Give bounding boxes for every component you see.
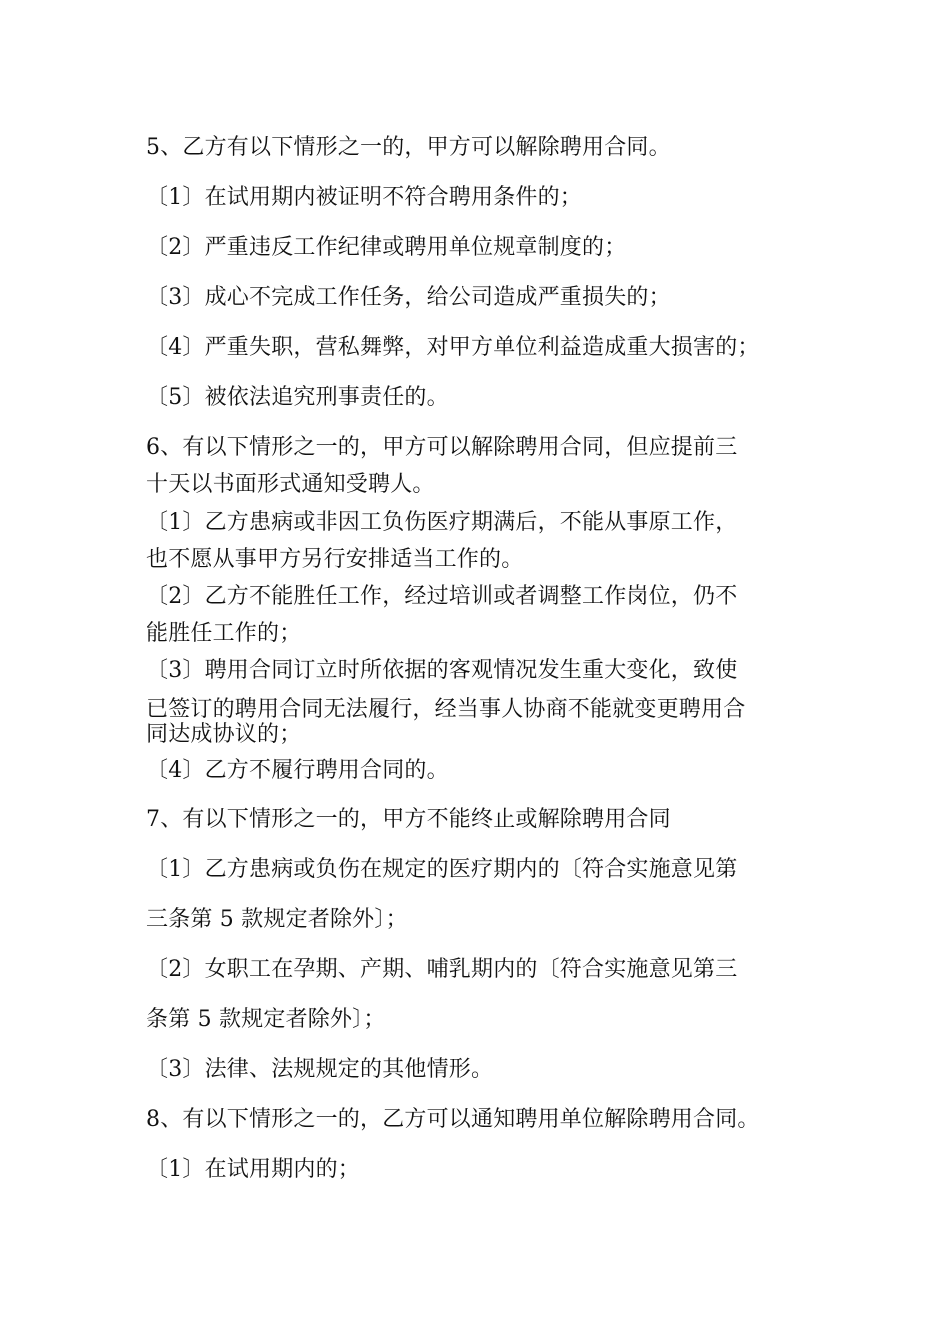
clause-6-item-4: 〔4〕乙方不履行聘用合同的。 (146, 758, 449, 783)
clause-7-item-1: 〔1〕乙方患病或负伤在规定的医疗期内的〔符合实施意见第 (146, 857, 738, 882)
clause-7-item-1-cont: 三条第 5 款规定者除外〕； (146, 907, 408, 932)
clause-8-heading: 8、有以下情形之一的，乙方可以通知聘用单位解除聘用合同。 (146, 1107, 760, 1132)
clause-6-item-3-cont-1: 已签订的聘用合同无法履行，经当事人协商不能就变更聘用合 (146, 697, 746, 722)
clause-6-item-2-cont: 能胜任工作的； (146, 621, 302, 646)
clause-8-item-1: 〔1〕在试用期内的； (146, 1157, 360, 1182)
clause-5-heading: 5、乙方有以下情形之一的，甲方可以解除聘用合同。 (146, 135, 671, 160)
clause-7-item-2-cont: 条第 5 款规定者除外〕； (146, 1007, 386, 1032)
clause-7-heading: 7、有以下情形之一的，甲方不能终止或解除聘用合同 (146, 807, 671, 832)
clause-5-item-5: 〔5〕被依法追究刑事责任的。 (146, 385, 449, 410)
clause-6-heading-cont: 十天以书面形式通知受聘人。 (146, 472, 435, 497)
clause-6-heading: 6、有以下情形之一的，甲方可以解除聘用合同，但应提前三 (146, 435, 738, 460)
clause-6-item-3: 〔3〕聘用合同订立时所依据的客观情况发生重大变化，致使 (146, 658, 738, 683)
clause-6-item-1: 〔1〕乙方患病或非因工负伤医疗期满后，不能从事原工作， (146, 510, 738, 535)
clause-5-item-2: 〔2〕严重违反工作纪律或聘用单位规章制度的； (146, 235, 627, 260)
clause-6-item-2: 〔2〕乙方不能胜任工作，经过培训或者调整工作岗位，仍不 (146, 584, 738, 609)
clause-5-item-3: 〔3〕成心不完成工作任务，给公司造成严重损失的； (146, 285, 671, 310)
clause-6-item-1-cont: 也不愿从事甲方另行安排适当工作的。 (146, 547, 524, 572)
clause-5-item-4: 〔4〕严重失职，营私舞弊，对甲方单位利益造成重大损害的； (146, 335, 760, 360)
clause-6-item-3-cont-2: 同达成协议的； (146, 722, 302, 747)
clause-7-item-2: 〔2〕女职工在孕期、产期、哺乳期内的〔符合实施意见第三 (146, 957, 738, 982)
clause-7-item-3: 〔3〕法律、法规规定的其他情形。 (146, 1057, 494, 1082)
clause-5-item-1: 〔1〕在试用期内被证明不符合聘用条件的； (146, 185, 582, 210)
